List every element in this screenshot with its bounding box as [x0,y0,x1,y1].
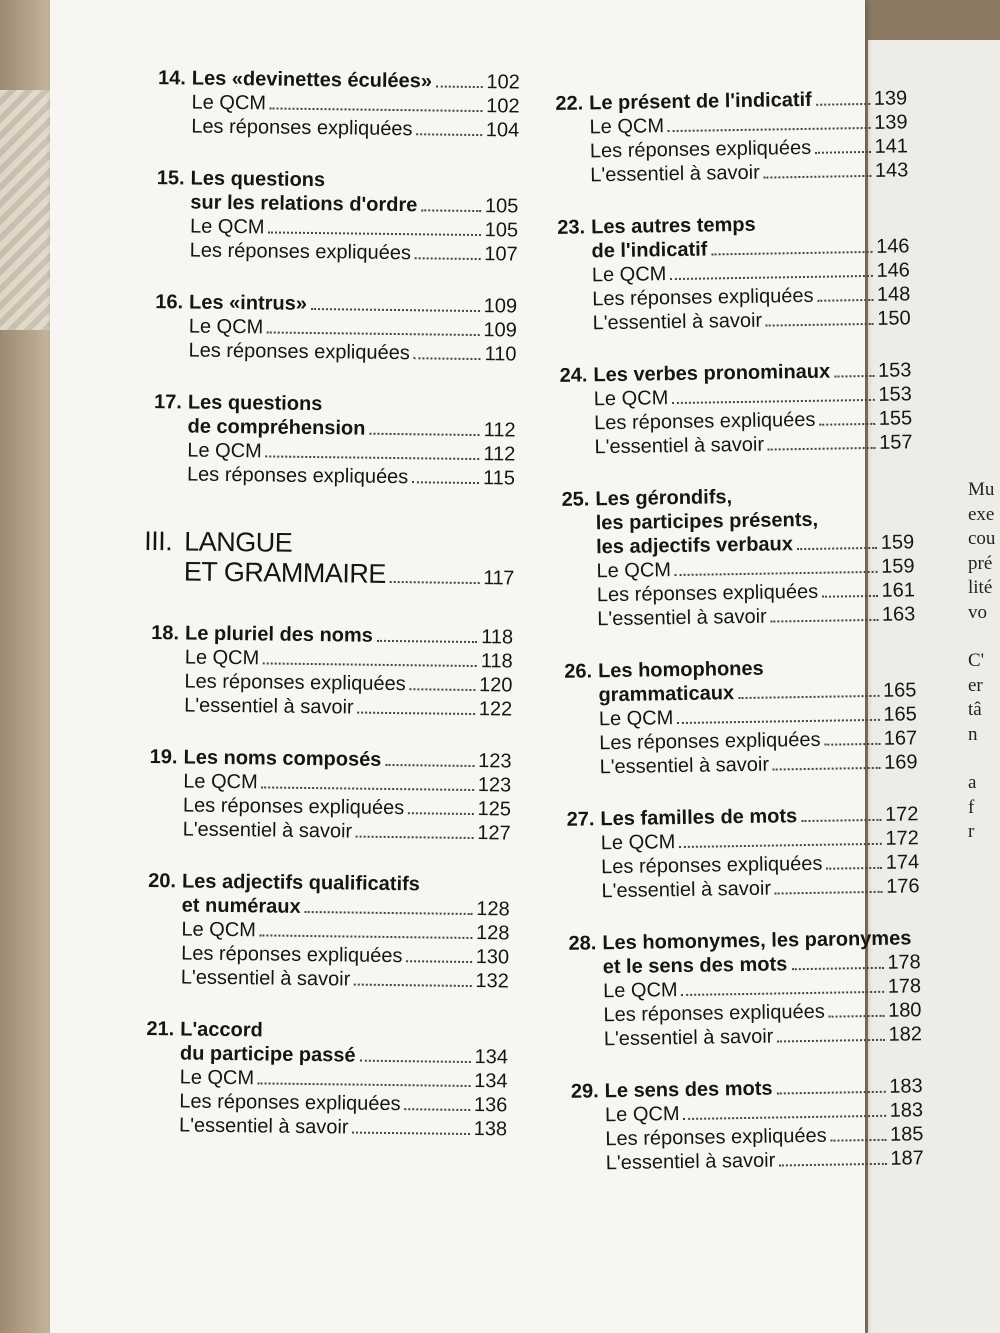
subitem-page-number: 183 [889,1099,924,1122]
entry-number: 23. [557,216,586,239]
adjacent-text-fragment [968,625,1000,649]
dot-leader [412,481,479,484]
dot-leader [408,812,473,815]
entry-number: 26. [564,660,593,683]
entry-page-number: 123 [478,750,512,773]
dot-leader [815,151,870,154]
dot-leader [779,1163,886,1167]
toc-entry-heading [140,869,511,922]
toc-subitem [148,238,518,267]
dot-leader [766,323,873,327]
subitem-label: Le QCM [596,559,672,583]
entry-number: 27. [566,808,595,831]
entry-title [589,86,907,115]
subitem-label: Les réponses expliquées [596,580,819,607]
entry-title-text: Les adjectifs qualificatifs [181,870,421,896]
toc-subitem [557,750,917,780]
entry-title [602,926,921,979]
subitem-page-number: 110 [484,343,517,366]
subitem-label: L'essentiel à savoir [597,605,767,631]
dot-leader [406,960,471,963]
dot-leader [801,819,881,822]
toc-entry-heading [553,482,914,560]
toc-entry-heading [556,654,917,708]
entry-title-line [596,530,914,559]
entry-title-text: Le sens des mots [604,1077,773,1103]
subitem-label: Les réponses expliquées [179,1090,401,1116]
toc-entry-heading [145,390,516,443]
toc-subitem [146,338,516,367]
entry-title-text: Les questions [187,391,323,416]
adjacent-text-fragment: tâ [968,699,982,720]
entry-title-text: Les homonymes, les paronymes [602,927,912,955]
toc-entry [558,802,919,904]
subitem-label: Les réponses expliquées [603,1000,825,1027]
section-title-text: ET GRAMMAIRE [183,556,387,589]
dot-leader [777,1039,884,1043]
entry-title-text: sur les relations d'ordre [190,191,418,217]
subitem-label: Le QCM [593,387,669,411]
section-title-line [184,526,514,560]
toc-subitem [145,462,515,491]
dot-leader [410,688,475,691]
adjacent-text-fragment: n [968,723,978,745]
toc-entry [549,210,911,336]
entry-number: 16. [155,291,184,314]
entry-title-line [603,950,921,979]
dot-leader [818,299,873,302]
toc-entry-heading [549,210,910,264]
subitem-label: Les réponses expliquées [182,794,405,820]
dot-leader [270,107,482,112]
subitem-label: L'essentiel à savoir [601,877,772,903]
subitem-label: L'essentiel à savoir [605,1149,776,1175]
dot-leader [268,231,480,236]
subitem-label: Le QCM [591,263,667,287]
entry-title-line [602,926,920,955]
entry-page-number: 178 [887,951,921,974]
subitem-page-number: 120 [478,674,513,697]
entry-number: 21. [146,1018,175,1041]
dot-leader [354,984,471,987]
entry-number: 24. [559,364,588,387]
subitem-page-number: 182 [888,1023,923,1046]
subitem-page-number: 167 [883,727,918,750]
entry-page-number: 109 [483,295,518,318]
entry-page-number: 165 [882,679,917,702]
dot-leader [415,257,480,260]
dot-leader [311,308,480,312]
entry-title [182,869,511,921]
dot-leader [816,103,870,106]
entry-title-line [598,678,916,707]
dot-leader [263,662,477,667]
entry-number: 17. [153,391,183,414]
dot-leader [826,867,881,870]
subitem-page-number: 180 [887,999,922,1022]
toc-column-left [137,66,520,1169]
subitem-label: Le QCM [589,115,665,139]
toc-subitem [139,965,509,994]
dot-leader [672,399,874,404]
subitem-label: Le QCM [600,831,676,855]
dot-leader [682,991,884,996]
fabric-edge [0,90,55,330]
subitem-page-number: 159 [880,555,915,578]
subitem-label: Les réponses expliquées [186,463,409,489]
subitem-page-number: 148 [876,283,911,306]
entry-title-line [593,358,911,387]
entry-title [180,1017,509,1069]
entry-title-text: et numéraux [181,894,301,918]
subitem-page-number: 102 [486,95,520,118]
subitem-page-number: 112 [483,443,516,466]
toc-entry [139,869,510,994]
dot-leader [738,695,879,699]
dot-leader [377,640,477,643]
toc-subitem [141,817,511,846]
entry-title-text: et le sens des mots [602,953,788,979]
dot-leader [764,175,871,179]
dot-leader [834,375,874,378]
subitem-label: L'essentiel à savoir [184,694,354,719]
dot-leader [829,1015,884,1018]
subitem-page-number: 136 [473,1094,508,1117]
entry-title-text: Les gérondifs, [595,486,733,511]
dot-leader [679,843,881,848]
subitem-page-number: 123 [477,774,512,797]
subitem-label: L'essentiel à savoir [594,433,765,459]
subitem-page-number: 187 [890,1147,924,1170]
entry-page-number: 172 [884,803,919,826]
dot-leader [305,911,473,915]
section-heading [144,526,515,594]
dot-leader [266,455,480,460]
entry-number: 14. [157,67,186,90]
entry-title-text: Les «intrus» [188,291,308,315]
subitem-label: L'essentiel à savoir [182,818,353,843]
dot-leader [797,547,877,550]
toc-subitem [137,1113,507,1142]
subitem-page-number: 134 [474,1070,508,1093]
subitem-label: Les réponses expliquées [592,284,814,311]
adjacent-text-fragment: er [968,674,983,696]
subitem-page-number: 105 [484,219,519,242]
toc-entry [547,86,908,188]
subitem-page-number: 161 [881,579,916,602]
dot-leader [267,331,479,336]
subitem-page-number: 122 [478,698,513,721]
subitem-page-number: 157 [879,431,913,454]
toc-subitem [149,114,519,143]
entry-page-number: 146 [875,235,910,258]
dot-leader [258,1082,470,1087]
subitem-label: Le QCM [598,707,674,731]
toc-entry [137,1017,508,1142]
subitem-page-number: 155 [878,407,913,430]
entry-number: 19. [149,746,178,769]
dot-leader [416,133,481,136]
entry-page-number: 159 [880,531,915,554]
adjacent-text-fragment: pré [968,552,993,574]
entry-title-line [589,86,907,115]
toc-subitem [555,602,915,632]
entry-title-text: Le présent de l'indicatif [589,88,812,115]
entry-title [187,390,516,442]
entry-number: 29. [570,1080,599,1103]
toc-entry [556,654,918,780]
adjacent-text-fragment: r [968,821,975,842]
entry-title-text: Les «devinettes éculées» [191,67,433,93]
subitem-page-number: 174 [885,851,920,874]
entry-title-text: Les homophones [597,657,764,683]
toc-subitem [548,158,908,188]
subitem-label: Le QCM [183,770,258,794]
dot-leader [820,423,875,426]
subitem-label: Les réponses expliquées [594,408,816,435]
dot-leader [831,1139,886,1142]
dot-leader [711,251,872,256]
dot-leader [262,786,474,791]
toc-subitem [559,874,919,904]
subitem-page-number: 130 [475,946,510,969]
entry-page-number: 153 [877,359,912,382]
entry-page-number: 118 [481,626,514,649]
adjacent-text-fragment: Mu [968,479,995,500]
entry-number: 22. [555,92,584,115]
entry-title-text: du participe passé [179,1042,356,1067]
entry-title-text: les adjectifs verbaux [595,533,794,559]
dot-leader [414,357,481,360]
toc-entry-heading [148,166,519,219]
subitem-page-number: 115 [482,467,516,490]
subitem-label: Les réponses expliquées [191,115,413,141]
toc-entry [553,482,915,632]
dot-leader [773,767,880,771]
entry-title [605,1074,923,1103]
toc-entry [560,926,922,1052]
subitem-page-number: 109 [483,319,517,342]
subitem-page-number: 178 [887,975,922,998]
entry-title [598,654,917,707]
entry-title-text: Le pluriel des noms [184,622,374,647]
subitem-label: Le QCM [179,1066,255,1090]
subitem-page-number: 139 [873,111,908,134]
subitem-label: L'essentiel à savoir [592,309,763,335]
subitem-label: Le QCM [187,439,262,463]
dot-leader [356,836,473,839]
subitem-page-number: 165 [883,703,917,726]
dot-leader [352,1132,469,1135]
subitem-page-number: 127 [477,822,511,845]
subitem-page-number: 128 [475,922,510,945]
subitem-label: Les réponses expliquées [184,670,406,696]
entry-page-number: 139 [873,87,908,110]
dot-leader [771,619,878,623]
entry-title [593,358,911,387]
subitem-page-number: 153 [878,383,912,406]
dot-leader [775,891,882,895]
dot-leader [358,712,475,715]
dot-leader [675,571,877,576]
subitem-label: L'essentiel à savoir [603,1025,774,1051]
subitem-page-number: 104 [485,119,520,142]
subitem-label: Les réponses expliquées [181,942,403,968]
section-page-number: 117 [483,567,514,590]
toc-entry [563,1074,924,1176]
subitem-label: Le QCM [184,646,260,670]
entry-page-number: 102 [486,71,520,94]
dot-leader [684,1115,886,1120]
entry-title-text: de compréhension [187,415,366,440]
toc-subitem [562,1022,922,1052]
entry-title [190,167,519,219]
entry-title-text: Les autres temps [590,213,756,239]
section-number: III. [144,525,173,557]
toc-entry [141,745,512,846]
subitem-label: Les réponses expliquées [589,136,812,163]
adjacent-text-fragment: vo [968,601,987,623]
entry-page-number: 105 [484,195,519,218]
entry-number: 25. [561,488,590,511]
entry-title-text: Les noms composés [183,746,382,771]
dot-leader [822,595,877,598]
adjacent-page-text [968,478,1000,845]
entry-number: 18. [151,622,180,645]
adjacent-text-fragment: exe [968,503,995,525]
subitem-label: L'essentiel à savoir [180,966,351,991]
toc-subitem [564,1146,924,1176]
subitem-page-number: 132 [475,970,509,993]
dot-leader [668,127,870,132]
subitem-page-number: 138 [473,1118,508,1141]
subitem-label: L'essentiel à savoir [590,161,760,187]
adjacent-text-fragment: a [968,772,977,793]
subitem-label: Les réponses expliquées [188,339,410,365]
subitem-label: Les réponses expliquées [599,728,821,755]
toc-entry [142,621,513,722]
subitem-label: L'essentiel à savoir [178,1114,349,1139]
dot-leader [670,275,872,280]
subitem-page-number: 172 [885,827,919,850]
dot-leader [260,934,472,939]
toc-subitem [550,306,910,336]
entry-title-line [591,234,909,263]
subitem-page-number: 146 [876,259,911,282]
dot-leader [777,1091,886,1095]
subitem-label: Les réponses expliquées [605,1124,827,1151]
entry-number: 28. [568,932,597,955]
subitem-page-number: 185 [889,1123,924,1146]
dot-leader [421,209,481,212]
toc-entry [146,290,517,367]
toc-entry-heading [138,1017,509,1070]
toc-column-right [547,86,924,1204]
subitem-label: Les réponses expliquées [601,852,823,879]
subitem-page-number: 118 [480,650,513,673]
adjacent-text-fragment: f [968,796,975,818]
toc-entry [149,66,520,143]
subitem-label: Le QCM [602,979,678,1003]
subitem-page-number: 125 [477,798,512,821]
entry-page-number: 183 [889,1075,923,1098]
dot-leader [677,719,879,724]
entry-title-text: grammaticaux [598,682,735,707]
subitem-label: Le QCM [189,215,265,239]
dot-leader [385,764,474,767]
dot-leader [791,967,883,970]
entry-title-text: Les familles de mots [600,805,798,831]
section-title-line [184,556,514,593]
entry-title-text: Les questions [190,167,326,192]
entry-title [591,210,910,263]
entry-title-text: Les verbes pronominaux [593,360,831,387]
adjacent-text-fragment [968,747,1000,771]
adjacent-text-fragment: lité [968,577,993,598]
toc-subitem [552,430,912,460]
entry-title-text: L'accord [180,1018,263,1042]
adjacent-text-fragment: C' [968,650,985,671]
subitem-label: Les réponses expliquées [189,239,412,265]
adjacent-text-fragment: cou [968,528,996,549]
dot-leader [436,85,483,88]
subitem-label: Le QCM [181,918,257,942]
subitem-page-number: 150 [877,307,911,330]
toc-entry [145,390,516,491]
entry-title-line [600,802,918,831]
subitem-page-number: 176 [885,875,920,898]
entry-number: 15. [156,167,185,190]
entry-title [600,802,918,831]
toc-entry [148,166,519,267]
subitem-label: Le QCM [604,1103,680,1127]
dot-leader [768,447,875,451]
entry-title-line [605,1074,923,1103]
entry-title-text: les participes présents, [595,508,819,535]
entry-title [595,482,914,559]
subitem-label: Le QCM [188,315,264,339]
subitem-page-number: 141 [874,135,909,158]
subitem-label: Le QCM [191,91,267,115]
subitem-label: L'essentiel à savoir [599,753,770,779]
entry-page-number: 134 [474,1046,509,1069]
entry-title-text: de l'indicatif [591,238,708,263]
dot-leader [825,743,880,746]
subitem-page-number: 143 [874,159,909,182]
dot-leader [405,1108,470,1111]
subitem-page-number: 169 [884,751,918,774]
subitem-page-number: 163 [881,603,916,626]
entry-page-number: 128 [476,898,510,921]
entry-number: 20. [148,870,177,893]
dot-leader [369,433,479,436]
toc-entry [551,358,912,460]
dot-leader [359,1060,470,1063]
section-title [184,526,515,593]
subitem-page-number: 107 [484,243,518,266]
entry-page-number: 112 [483,419,516,442]
section-title-text: LANGUE [184,526,293,558]
toc-entry-heading [560,926,921,980]
toc-subitem [142,693,512,722]
dot-leader [390,581,480,584]
